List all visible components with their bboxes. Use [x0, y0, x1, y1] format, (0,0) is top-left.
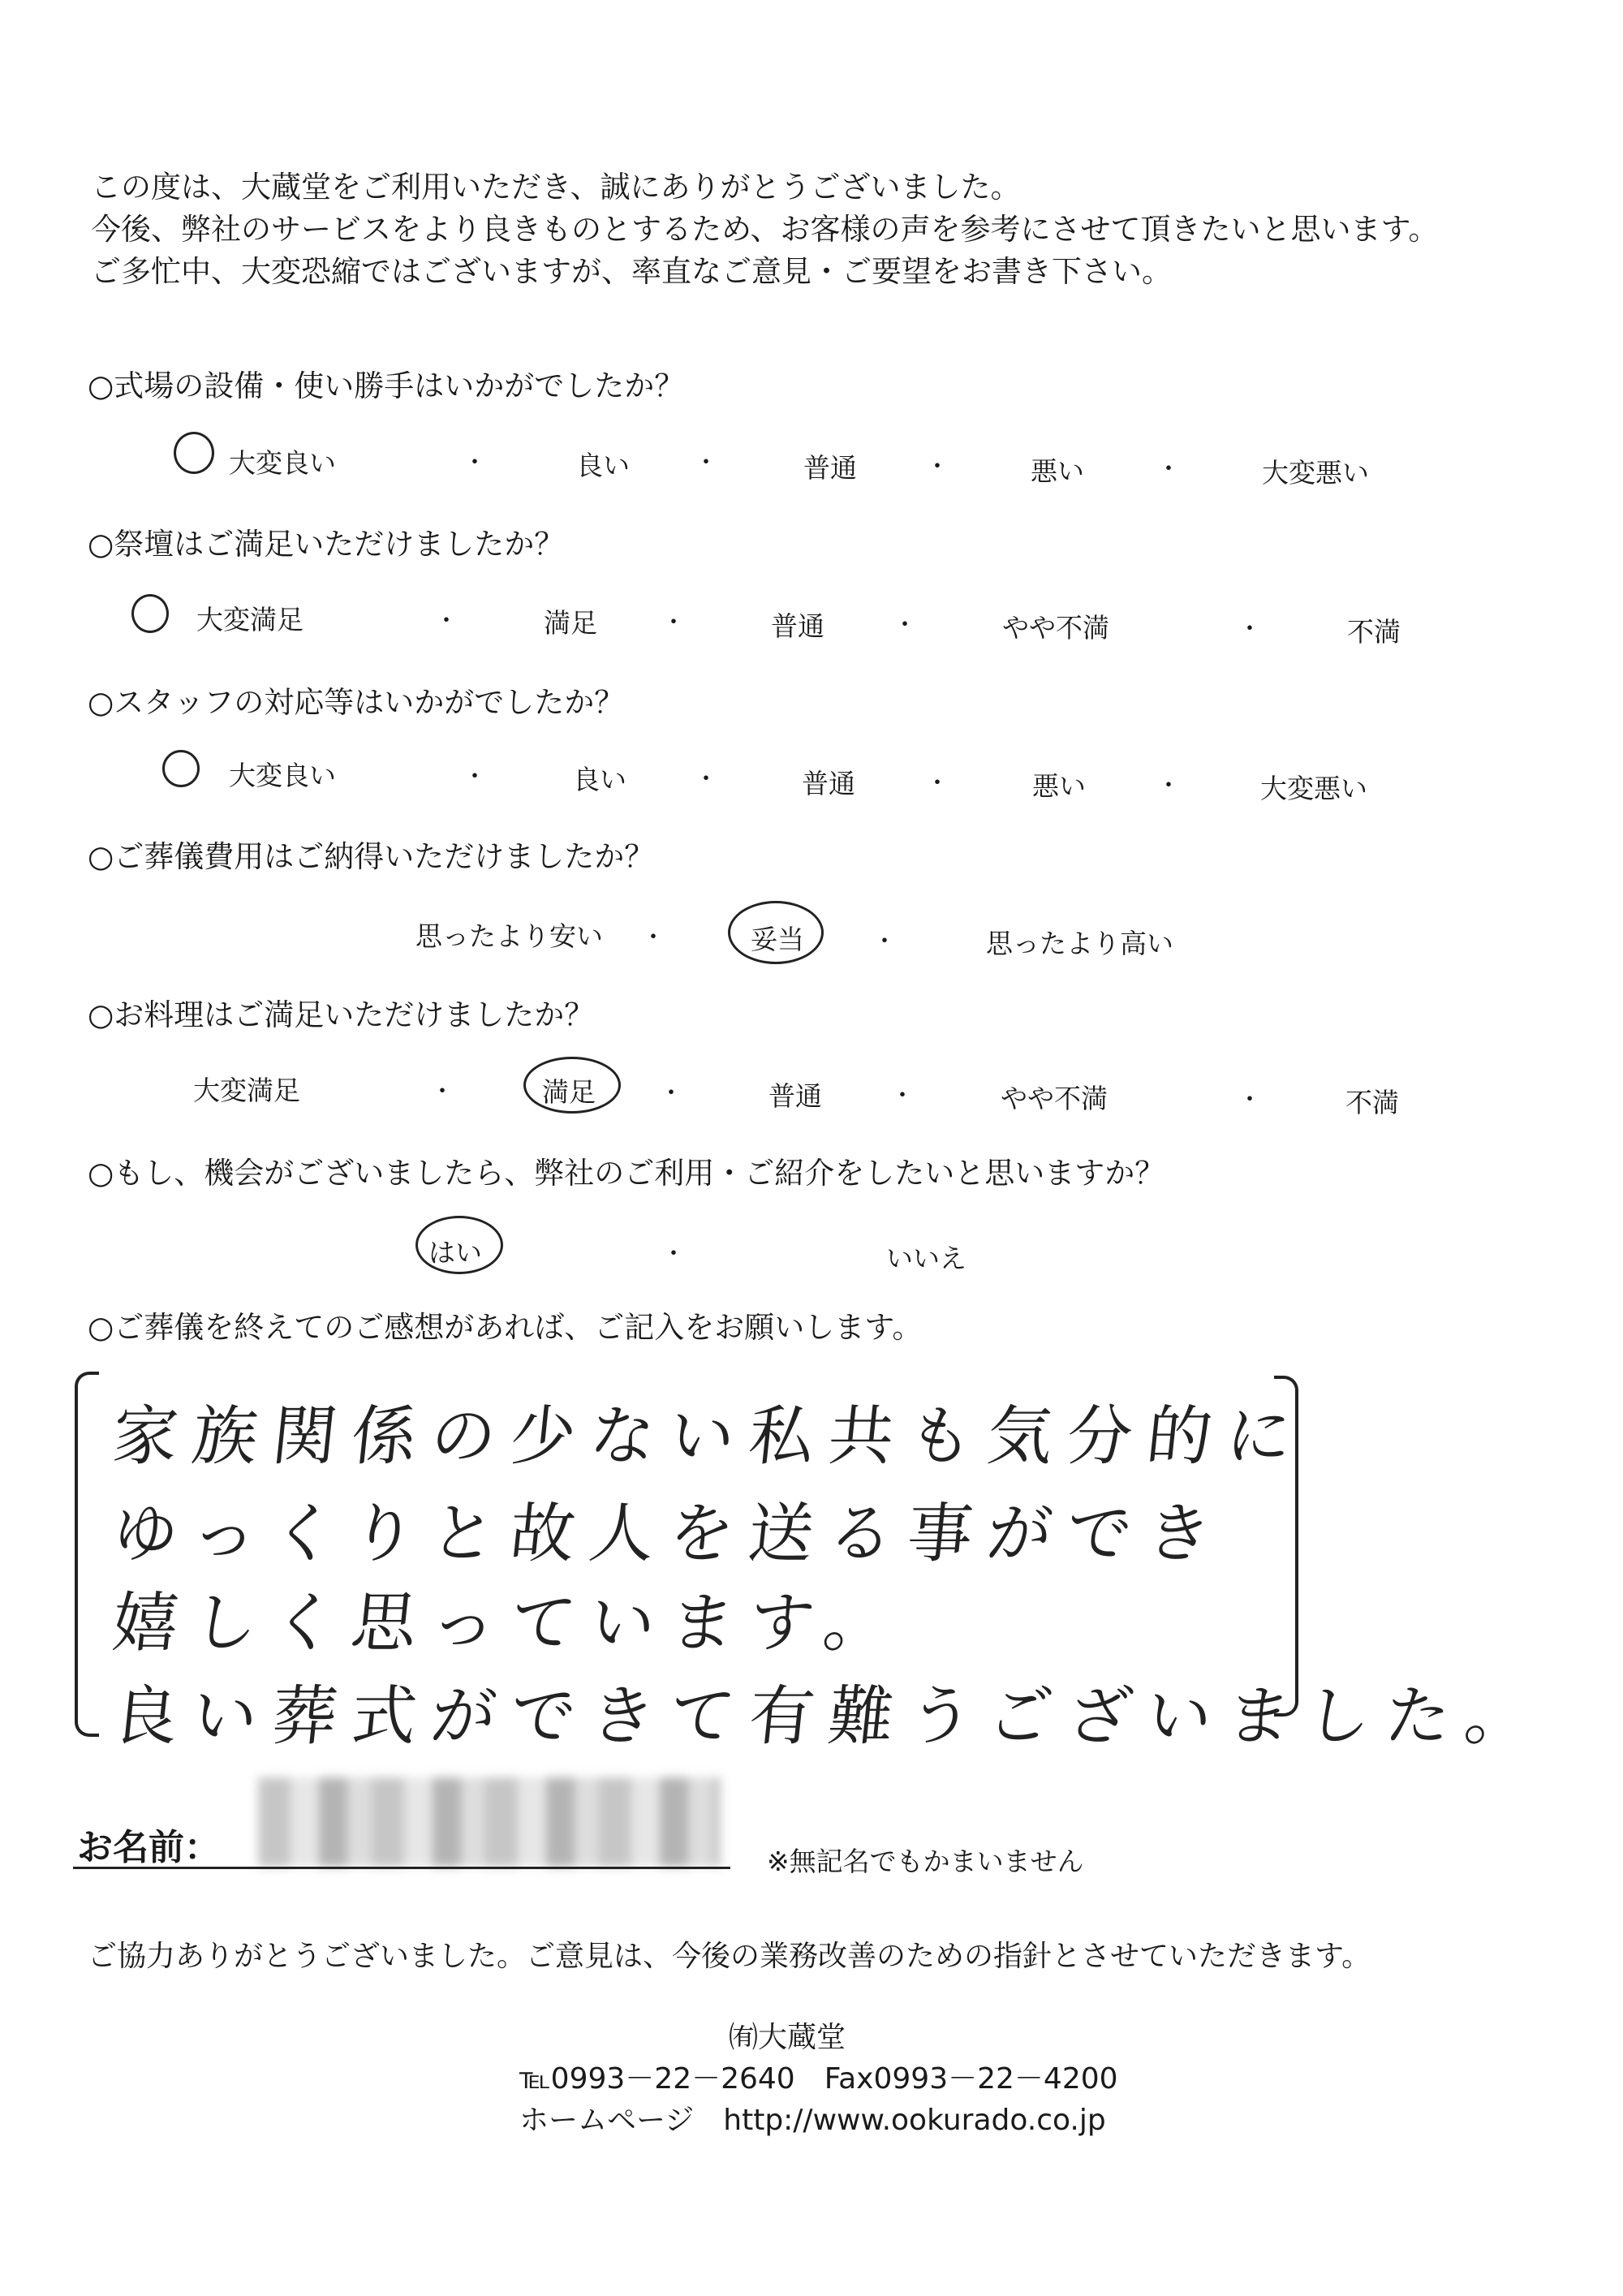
comment-bracket-left [75, 1372, 99, 1737]
option-average: 普通 [803, 452, 857, 484]
option-more-expensive-than-expected: 思ったより高い [986, 928, 1173, 959]
name-underline [73, 1867, 730, 1869]
separator: ・ [661, 1240, 686, 1269]
homepage-url: ホームページ http://www.ookurado.co.jp [519, 2104, 1106, 2137]
thanks-message: ご協力ありがとうございました。ご意見は、今後の業務改善のための指針とさせていただきます。 [88, 1940, 1371, 1973]
name-label: お名前： [77, 1827, 220, 1868]
option-good: 良い [576, 450, 630, 481]
option-satisfied: 満足 [544, 607, 597, 639]
option-bad: 悪い [1032, 770, 1086, 802]
separator: ・ [925, 769, 949, 798]
question-facility: ○式場の設備・使い勝手はいかがでしたか？ [88, 368, 685, 403]
anonymous-note: ※無記名でもかまいません [767, 1846, 1084, 1877]
separator: ・ [463, 763, 487, 791]
separator: ・ [925, 453, 949, 481]
option-dissatisfied: 不満 [1347, 616, 1401, 648]
separator: ・ [430, 1078, 454, 1106]
option-cheaper-than-expected: 思ったより安い [415, 920, 603, 952]
option-very-good: 大変良い [229, 447, 336, 479]
comment-line: 嬉しく思っています。 [109, 1585, 907, 1661]
option-no: いいえ [886, 1243, 966, 1274]
redacted-name [258, 1777, 721, 1867]
option-somewhat-dissatisfied: やや不満 [1002, 612, 1109, 644]
separator: ・ [641, 924, 665, 952]
question-recommend: ○もし、機会がございましたら、弊社のご利用・ご紹介をしたいと思いますか？ [88, 1156, 1165, 1191]
separator: ・ [893, 611, 917, 640]
option-very-bad: 大変悪い [1262, 457, 1369, 489]
option-average: 普通 [771, 610, 824, 642]
separator: ・ [1238, 1086, 1262, 1114]
option-average: 普通 [768, 1080, 822, 1112]
separator: ・ [1156, 772, 1181, 800]
separator: ・ [659, 1079, 683, 1108]
option-very-satisfied: 大変満足 [196, 604, 304, 635]
separator: ・ [1156, 455, 1181, 484]
option-bad: 悪い [1031, 455, 1084, 487]
comment-line: ゆっくりと故人を送る事ができ [109, 1496, 1230, 1571]
question-staff: ○スタッフの対応等はいかがでしたか？ [88, 685, 625, 720]
option-dissatisfied: 不満 [1345, 1087, 1399, 1118]
option-good: 良い [573, 764, 626, 795]
separator: ・ [661, 609, 686, 637]
separator: ・ [872, 928, 897, 956]
option-very-bad: 大変悪い [1260, 773, 1367, 804]
comment-line: 良い葬式ができて有難うございました。 [109, 1678, 1549, 1754]
company-name: ㈲大蔵堂 [729, 2021, 846, 2054]
option-very-satisfied: 大変満足 [193, 1075, 300, 1106]
option-reasonable: 妥当 [751, 924, 804, 955]
selection-circle-mark [174, 432, 214, 474]
separator: ・ [434, 607, 458, 635]
selection-circle-mark [162, 750, 200, 787]
question-altar: ○祭壇はご満足いただけましたか？ [88, 527, 565, 562]
question-comments: ○ご葬儀を終えてのご感想があれば、ご記入をお願いします。 [88, 1310, 923, 1345]
option-somewhat-dissatisfied: やや不満 [1001, 1083, 1108, 1114]
separator: ・ [1238, 615, 1262, 644]
question-food: ○お料理はご満足いただけましたか？ [88, 997, 595, 1032]
separator: ・ [694, 765, 718, 794]
intro-line-1: この度は、大蔵堂をご利用いただき、誠にありがとうございました。 [91, 170, 1021, 205]
separator: ・ [694, 449, 718, 477]
comment-line: 家族関係の少ない私共も気分的に [109, 1398, 1311, 1474]
option-average: 普通 [802, 768, 855, 799]
option-very-good: 大変良い [229, 760, 336, 791]
option-yes: はい [428, 1237, 482, 1269]
separator: ・ [463, 449, 487, 477]
contact-numbers: ℡0993－22－2640 Fax0993－22－4200 [519, 2062, 1118, 2096]
selection-circle-mark [131, 594, 169, 633]
option-satisfied: 満足 [542, 1076, 596, 1108]
question-cost: ○ご葬儀費用はご納得いただけましたか？ [88, 839, 655, 874]
intro-line-3: ご多忙中、大変恐縮ではございますが、率直なご意見・ご要望をお書き下さい。 [91, 254, 1172, 289]
separator: ・ [890, 1082, 915, 1110]
intro-line-2: 今後、弊社のサービスをより良きものとするため、お客様の声を参考にさせて頂きたいと思います。 [91, 212, 1439, 247]
